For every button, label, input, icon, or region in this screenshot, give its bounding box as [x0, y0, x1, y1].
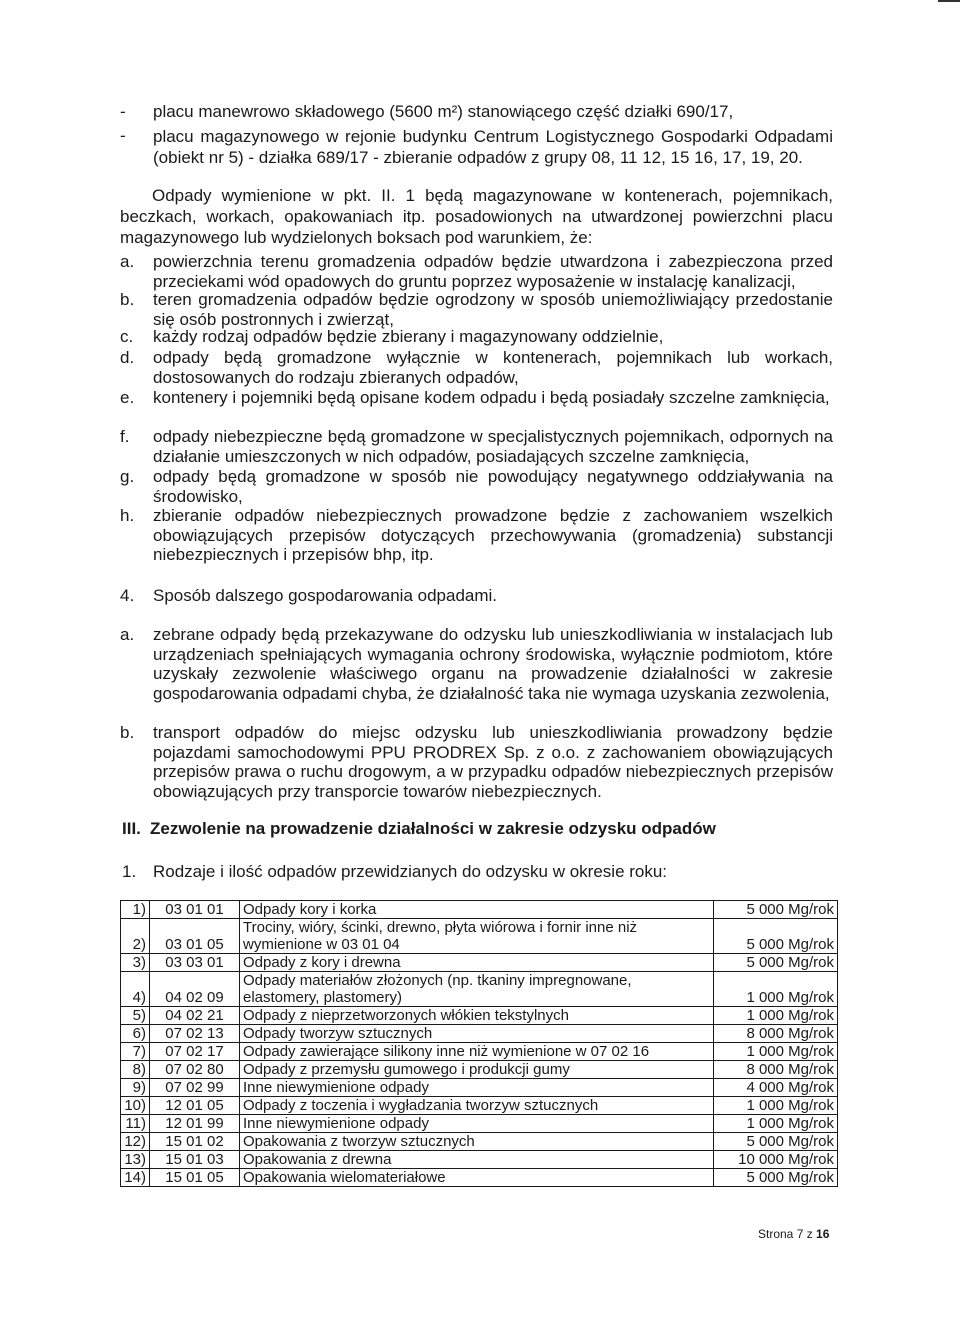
list-marker: h. [120, 506, 135, 525]
list-dash: - [120, 102, 126, 121]
table-row [121, 919, 838, 954]
row-number: 13) [121, 1151, 150, 1169]
waste-quantity: 1 000 Mg/rok [714, 1115, 838, 1133]
waste-quantity: 1 000 Mg/rok [714, 1007, 838, 1025]
row-number: 4) [121, 972, 150, 1007]
table-row [121, 1043, 838, 1061]
waste-code: 12 01 99 [150, 1115, 240, 1133]
row-number: 10) [121, 1097, 150, 1115]
waste-name: Opakowania wielomateriałowe [240, 1169, 714, 1187]
list-marker: g. [120, 467, 135, 486]
waste-name: Odpady z przemysłu gumowego i produkcji gumy [240, 1061, 714, 1079]
waste-quantity: 5 000 Mg/rok [714, 919, 838, 954]
subsection-number: 1. [122, 862, 137, 881]
table-row [121, 901, 838, 919]
list-text: kontenery i pojemniki będą opisane kodem odpadu i będą posiadały szczelne zamknięcia, [153, 388, 830, 407]
waste-name: Opakowania z drewna [240, 1151, 714, 1169]
row-number: 1) [121, 901, 150, 919]
waste-table [120, 900, 838, 1187]
list-marker: a. [120, 625, 135, 644]
waste-name: Odpady materiałów złożonych (np. tkaniny impregnowane, elastomery, plastomery) [240, 972, 714, 1007]
waste-code: 07 02 80 [150, 1061, 240, 1079]
row-number: 8) [121, 1061, 150, 1079]
list-marker: e. [120, 388, 135, 407]
list-text: odpady będą gromadzone wyłącznie w kontenerach, pojemnikach lub workach, dostosowanych do rodzaju zbieranych odpadów, [153, 348, 833, 387]
scan-edge-line [938, 0, 960, 2]
waste-code: 12 01 05 [150, 1097, 240, 1115]
list-text: odpady niebezpieczne będą gromadzone w specjalistycznych pojemnikach, odpornych na działanie umieszczonych w nich odpadów, posiadających szczelne zamknięcia, [153, 427, 833, 466]
table-row [121, 1079, 838, 1097]
row-number: 5) [121, 1007, 150, 1025]
list-text: placu magazynowego w rejonie budynku Centrum Logistycznego Gospodarki Odpadami (obiekt nr 5) - działka 689/17 - zbieranie odpadów z grupy 08, 11 12, 15 16, 17, 19, 20. [153, 127, 833, 167]
subsection-title: Rodzaje i ilość odpadów przewidzianych do odzysku w okresie roku: [153, 862, 668, 881]
table-row [121, 1097, 838, 1115]
waste-code: 15 01 05 [150, 1169, 240, 1187]
row-number: 7) [121, 1043, 150, 1061]
row-number: 3) [121, 954, 150, 972]
list-text: odpady będą gromadzone w sposób nie powodujący negatywnego oddziaływania na środowisko, [153, 467, 833, 506]
waste-code: 04 02 21 [150, 1007, 240, 1025]
row-number: 6) [121, 1025, 150, 1043]
table-row [121, 1007, 838, 1025]
list-marker: f. [120, 427, 130, 446]
list-text: zbieranie odpadów niebezpiecznych prowadzone będzie z zachowaniem wszelkich obowiązujących przepisów dotyczących przechowywania (gromadzenia) substancji niebezpiecznych i przepisów bhp, itp. [153, 506, 833, 564]
waste-quantity: 1 000 Mg/rok [714, 1097, 838, 1115]
list-text: transport odpadów do miejsc odzysku lub unieszkodliwiania prowadzony będzie pojazdami samochodowymi PPU PRODREX Sp. z o.o. z zachowaniem obowiązujących przepisów prawa o ruchu drogowym, a w przypadku odpadów niebezpiecznych przepisów obowiązujących przy transporcie towarów niebezpiecznych. [153, 723, 833, 801]
waste-name: Odpady z toczenia i wygładzania tworzyw sztucznych [240, 1097, 714, 1115]
waste-quantity: 10 000 Mg/rok [714, 1151, 838, 1169]
table-row [121, 1061, 838, 1079]
row-number: 11) [121, 1115, 150, 1133]
waste-code: 15 01 03 [150, 1151, 240, 1169]
section-iii-title: Zezwolenie na prowadzenie działalności w zakresie odzysku odpadów [150, 819, 716, 838]
waste-quantity: 8 000 Mg/rok [714, 1061, 838, 1079]
list-marker: d. [120, 348, 135, 367]
waste-quantity: 5 000 Mg/rok [714, 1169, 838, 1187]
waste-code: 04 02 09 [150, 972, 240, 1007]
storage-paragraph: Odpady wymienione w pkt. II. 1 będą magazynowane w kontenerach, pojemnikach, beczkach, workach, opakowaniach itp. posadowionych na utwardzonej powierzchni placu magazynowego lub wydzielonych boksach pod warunkiem, że: [120, 186, 833, 247]
list-dash: - [120, 126, 126, 145]
waste-name: Odpady tworzyw sztucznych [240, 1025, 714, 1043]
waste-code: 03 03 01 [150, 954, 240, 972]
table-row [121, 1169, 838, 1187]
page-label: Strona 7 z [758, 1227, 813, 1241]
list-marker: b. [120, 723, 135, 742]
waste-quantity: 5 000 Mg/rok [714, 954, 838, 972]
list-text: każdy rodzaj odpadów będzie zbierany i magazynowany oddzielnie, [153, 327, 664, 346]
waste-quantity: 8 000 Mg/rok [714, 1025, 838, 1043]
waste-name: Opakowania z tworzyw sztucznych [240, 1133, 714, 1151]
list-marker: c. [120, 327, 134, 346]
row-number: 9) [121, 1079, 150, 1097]
table-row [121, 954, 838, 972]
section-number: 4. [120, 586, 135, 605]
waste-name: Odpady kory i korka [240, 901, 714, 919]
list-text: powierzchnia terenu gromadzenia odpadów będzie utwardzona i zabezpieczona przed przeciekami wód opadowych do gruntu poprzez wyposażenie w instalację kanalizacji, [153, 252, 833, 291]
waste-code: 07 02 13 [150, 1025, 240, 1043]
waste-quantity: 5 000 Mg/rok [714, 1133, 838, 1151]
row-number: 12) [121, 1133, 150, 1151]
table-row [121, 972, 838, 1007]
waste-name: Inne niewymienione odpady [240, 1115, 714, 1133]
waste-code: 07 02 17 [150, 1043, 240, 1061]
row-number: 2) [121, 919, 150, 954]
table-row [121, 1115, 838, 1133]
list-text: zebrane odpady będą przekazywane do odzysku lub unieszkodliwiania w instalacjach lub urządzeniach spełniających wymagania ochrony środowiska, wyłącznie podmiotom, które uzyskały zezwolenie właściwego organu na prowadzenie działalności w zakresie gospodarowania odpadami chyba, że działalność taka nie wymaga uzyskania zezwolenia, [153, 625, 833, 703]
waste-quantity: 4 000 Mg/rok [714, 1079, 838, 1097]
waste-name: Inne niewymienione odpady [240, 1079, 714, 1097]
list-marker: a. [120, 252, 135, 271]
section-iii-number: III. [122, 819, 141, 838]
waste-name: Odpady zawierające silikony inne niż wymienione w 07 02 16 [240, 1043, 714, 1061]
waste-name: Odpady z kory i drewna [240, 954, 714, 972]
list-text: placu manewrowo składowego (5600 m²) stanowiącego część działki 690/17, [153, 102, 734, 121]
table-row [121, 1151, 838, 1169]
waste-quantity: 5 000 Mg/rok [714, 901, 838, 919]
waste-code: 07 02 99 [150, 1079, 240, 1097]
section-title: Sposób dalszego gospodarowania odpadami. [153, 586, 498, 605]
page-total: 16 [816, 1227, 830, 1241]
waste-quantity: 1 000 Mg/rok [714, 972, 838, 1007]
row-number: 14) [121, 1169, 150, 1187]
page-footer [758, 1225, 829, 1245]
waste-quantity: 1 000 Mg/rok [714, 1043, 838, 1061]
waste-code: 03 01 05 [150, 919, 240, 954]
waste-code: 03 01 01 [150, 901, 240, 919]
list-text: teren gromadzenia odpadów będzie ogrodzony w sposób uniemożliwiający przedostanie się osób postronnych i zwierząt, [153, 290, 833, 329]
waste-name: Odpady z nieprzetworzonych włókien tekstylnych [240, 1007, 714, 1025]
waste-code: 15 01 02 [150, 1133, 240, 1151]
table-row [121, 1025, 838, 1043]
list-marker: b. [120, 290, 135, 309]
table-row [121, 1133, 838, 1151]
waste-name: Trociny, wióry, ścinki, drewno, płyta wiórowa i fornir inne niż wymienione w 03 01 04 [240, 919, 714, 954]
